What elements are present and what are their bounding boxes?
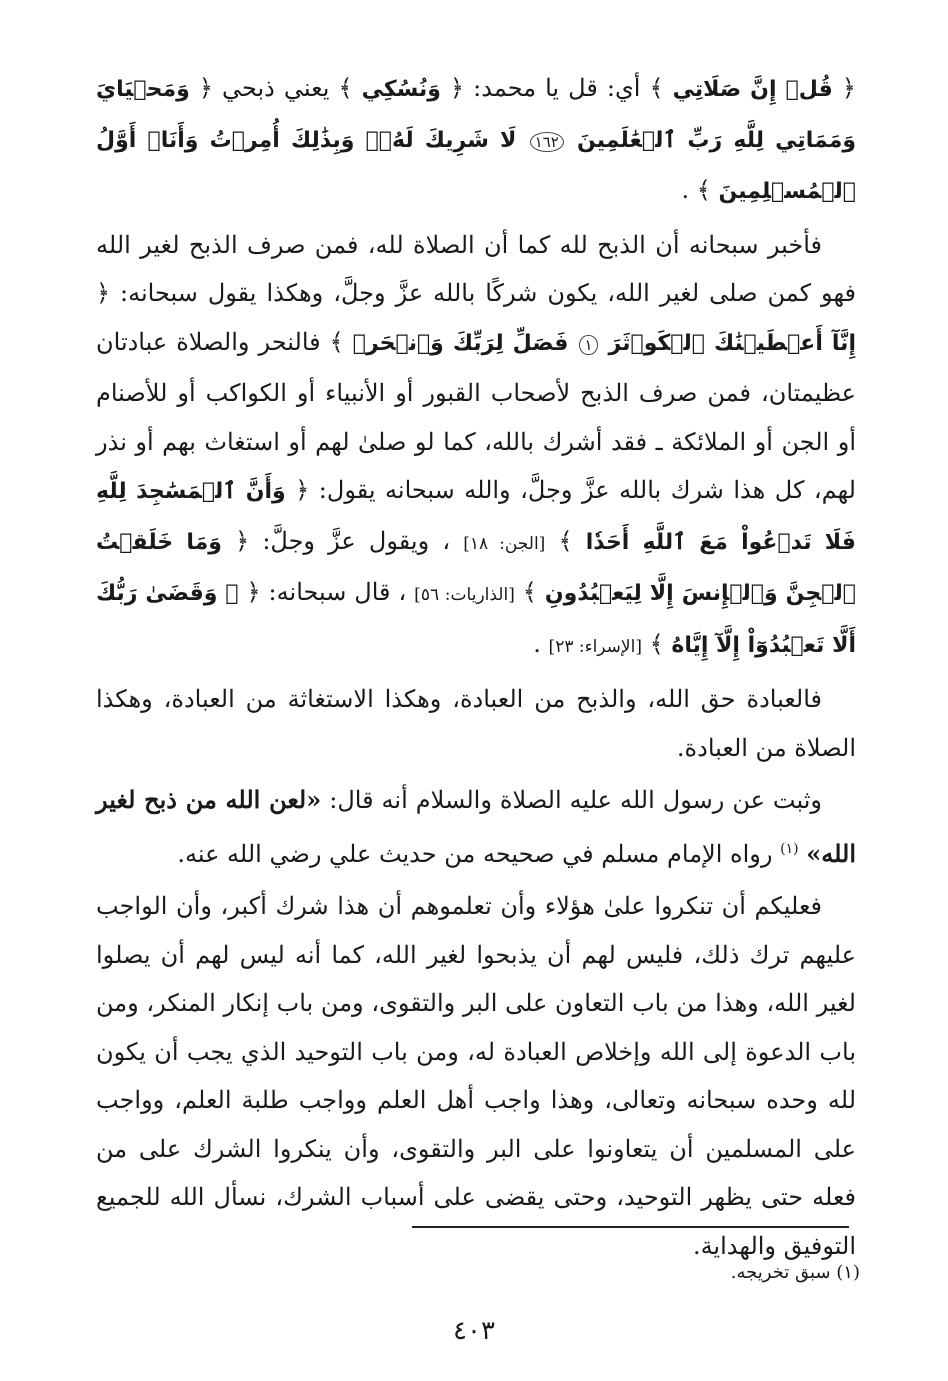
quran-bracket-close: ﴾ xyxy=(338,74,353,102)
quran-bracket-close: ﴾ xyxy=(696,176,711,204)
quran-bracket-open: ﴿ xyxy=(450,74,465,102)
quran-bracket-close: ﴾ xyxy=(329,327,344,356)
quran-bracket-close: ﴾ xyxy=(649,74,664,102)
paragraph-5: فعليكم أن تنكروا علىٰ هؤلاء وأن تعلموهم أن هذا شرك أكبر، وأن الواجب عليهم ترك ذلك، فليس لهم أن يذبحوا لغير الله، كما أنه ليس لهم أن يصلوا لغير الله، وهذا من باب التعاون على البر والتقوى، ومن باب إنكار المنكر، ومن باب الدعوة إلى الله وإخلاص العبادة له، ومن باب التوحيد الذي يجب أن يكون لله وحده سبحانه وتعالى، وهذا واجب أهل العلم وواجب طلبة العلم، وواجب على المسلمين أن يتعاونوا على البر والتقوى، وأن ينكروا الشرك على من فعله حتى يظهر التوحيد، وحتى يقضى على أسباب الشرك، نسأل الله للجميع التوفيق والهداية. xyxy=(96,892,857,1260)
verse-reference: [الإسراء: ٢٣] xyxy=(548,636,642,657)
paragraph-text: . xyxy=(533,629,541,658)
quran-verse: وَمَا خَلَقۡتُ ٱلۡجِنَّ وَٱلۡإِنسَ إِلَّا لِيَعۡبُدُونِ xyxy=(96,529,856,606)
quran-verse: فَصَلِّ لِرَبِّكَ وَٱنۡحَرۡ xyxy=(352,330,569,356)
quran-bracket-open: ﴿ xyxy=(841,74,856,102)
verse-reference: [الذاريات: ٥٦] xyxy=(414,585,515,605)
quran-verse: ۞ وَقَضَىٰ رَبُّكَ أَلَّا تَعۡبُدُوٓاْ إِلَّآ إِيَّاهُ xyxy=(96,581,856,658)
paragraph-1 xyxy=(96,64,856,217)
paragraph-text: رواه الإمام مسلم في صحيحه من حديث علي رضي الله عنه. xyxy=(177,839,773,868)
paragraph-text: يعني ذبحي xyxy=(212,74,330,102)
quran-verse: وَمَحۡيَايَ وَمَمَاتِي لِلَّهِ رَبِّ ٱلۡعَٰلَمِينَ xyxy=(96,77,857,153)
quran-verse: لَا شَرِيكَ لَهُۥۖ وَبِذَٰلِكَ أُمِرۡتُ وَأَنَا۠ أَوَّلُ ٱلۡمُسۡلِمِينَ xyxy=(96,127,856,204)
paragraph-4 xyxy=(96,776,856,878)
ayah-number-marker: ١ xyxy=(579,335,597,355)
paragraph-text: أي: قل يا محمد: xyxy=(464,74,641,102)
footnote-marker: (١) xyxy=(780,840,799,857)
paragraph-text: ، قال سبحانه: xyxy=(260,578,407,606)
footnote-text: سبق تخريجه. xyxy=(730,1262,831,1283)
quran-bracket-open: ﴿ xyxy=(235,526,250,555)
paragraph-text: فأخبر سبحانه أن الذبح لله كما أن الصلاة لله، فمن صرف الذبح لغير الله فهو كمن صلى لغير الله، يكون شركًا بالله عزَّ وجلَّ، وهكذا يقول سبحانه: xyxy=(96,230,856,307)
footnote xyxy=(100,1262,860,1283)
paragraph-text: ، ويقول عزَّ وجلَّ: xyxy=(249,526,451,555)
quran-bracket-close: ﴾ xyxy=(522,578,537,606)
quran-verse: وَنُسُكِي xyxy=(361,77,441,102)
hadith-quote: «لعن الله من ذبح لغير الله» xyxy=(96,785,856,868)
quran-bracket-open: ﴿ xyxy=(96,279,111,307)
paragraph-text: . xyxy=(681,176,690,204)
quran-verse: قُلۡ إِنَّ صَلَاتِي xyxy=(672,77,833,102)
quran-verse: وَأَنَّ ٱلۡمَسَٰجِدَ لِلَّهِ فَلَا تَدۡعُواْ مَعَ ٱللَّهِ أَحَدٗا xyxy=(96,479,856,555)
paragraph-text: فالنحر والصلاة عبادتان عظيمتان، فمن صرف الذبح لأصحاب القبور أو الأنبياء أو الكواكب أو للأصنام أو الجن أو الملائكة ـ فقد أشرك بالله، كما لو صلىٰ لهم أو استغاث بهم أو نذر لهم، كل هذا شرك بالله عزَّ وجلَّ، والله سبحانه يقول: xyxy=(96,327,856,504)
page-number: ٤٠٣ xyxy=(453,1316,495,1346)
quran-bracket-open: ﴿ xyxy=(295,476,310,504)
quran-verse: إِنَّآ أَعۡطَيۡنَٰكَ ٱلۡكَوۡثَرَ xyxy=(608,330,856,356)
paragraph-text: وثبت عن رسول الله عليه الصلاة والسلام أنه قال: xyxy=(321,786,823,814)
quran-bracket-close: ﴾ xyxy=(558,526,573,555)
footnote-number: (١) xyxy=(836,1262,860,1283)
verse-reference: [الجن: ١٨] xyxy=(463,533,546,554)
paragraph-3: فالعبادة حق الله، والذبح من العبادة، وهكذا الاستغاثة من العبادة، وهكذا الصلاة من العبادة. xyxy=(96,685,856,762)
paragraph-2 xyxy=(96,221,856,672)
quran-bracket-open: ﴿ xyxy=(246,578,261,606)
ayah-number-marker: ١٦٢ xyxy=(530,132,564,152)
footnote-divider xyxy=(412,1226,849,1228)
body-text xyxy=(96,64,856,1270)
quran-bracket-open: ﴿ xyxy=(198,74,213,102)
quran-bracket-close: ﴾ xyxy=(649,629,664,658)
